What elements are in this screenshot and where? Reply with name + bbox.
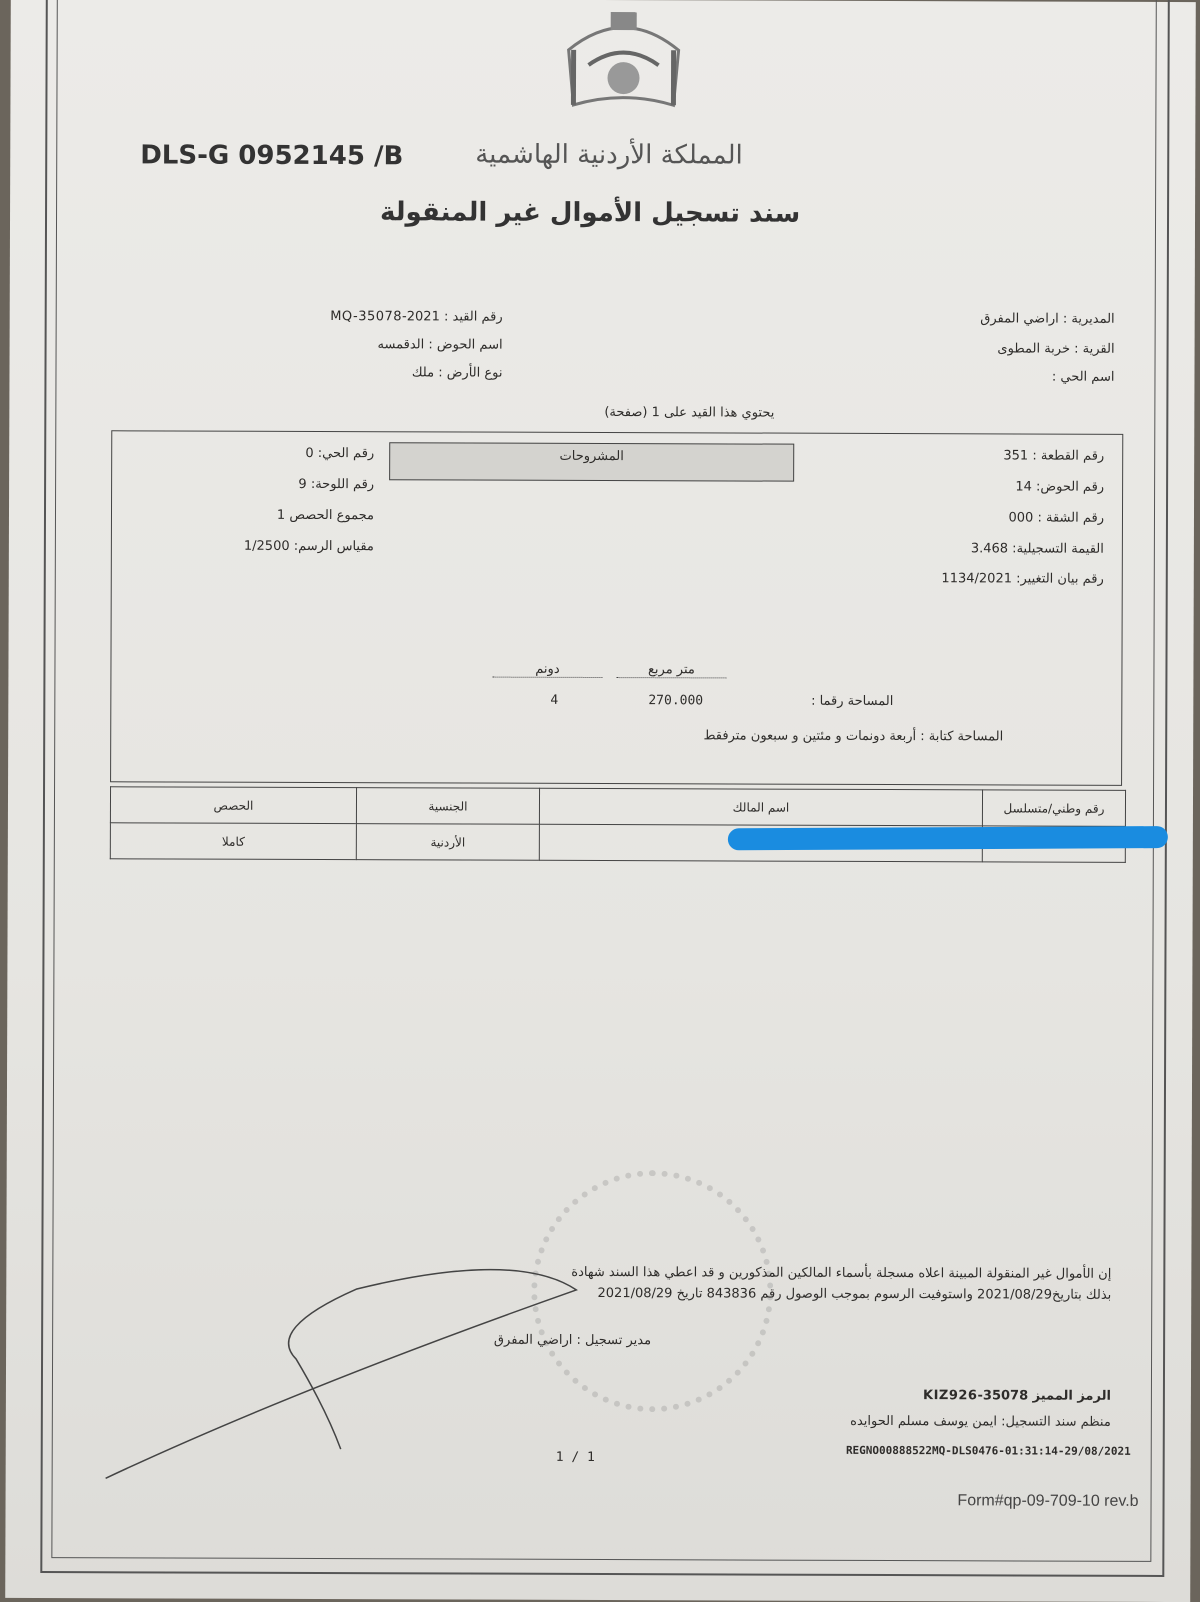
pages-note: يحتوي هذا القيد على 1 (صفحة)	[604, 405, 774, 421]
map-scale: مقياس الرسم: 1/2500	[244, 539, 374, 554]
basin-name: اسم الحوض : الدقمسه	[378, 337, 503, 352]
certification-statement-line2: بذلك بتاريخ2021/08/29 واستوفيت الرسوم بموجب الوصول رقم 843836 تاريخ 2021/08/29	[598, 1286, 1112, 1303]
owners-table	[110, 786, 1126, 863]
directorate: المديرية : اراضي المفرق	[980, 311, 1114, 326]
village: القرية : خربة المطوى	[997, 341, 1114, 356]
unit-dunum: دونم	[492, 662, 602, 678]
header-owner-name: اسم المالك	[539, 788, 982, 826]
certification-statement-line1: إن الأموال غير المنقولة المبينة اعلاه مسجلة بأسماء المالكين المذكورين و قد اعطي هذا السند شهادة	[571, 1265, 1111, 1282]
header-national-id: رقم وطني/متسلسل	[982, 790, 1125, 826]
registrar-title: مدير تسجيل : اراضي المفرق	[494, 1333, 651, 1349]
neighborhood-number: رقم الحي: 0	[305, 446, 374, 461]
page-number: 1 / 1	[556, 1450, 595, 1465]
owner-nationality: الأردنية	[356, 824, 539, 861]
unit-square-meter: متر مربع	[616, 662, 726, 678]
signature	[96, 1248, 597, 1490]
area-dunum-value: 4	[550, 693, 558, 708]
coat-of-arms-emblem	[558, 10, 688, 125]
header-nationality: الجنسية	[356, 788, 539, 825]
registered-value: القيمة التسجيلية: 3.468	[971, 541, 1104, 556]
apartment-number: رقم الشقة : 000	[1008, 510, 1104, 525]
basin-number: رقم الحوض: 14	[1015, 479, 1104, 494]
plot-number: رقم القطعة : 351	[1003, 448, 1104, 463]
sheet-number: رقم اللوحة: 9	[298, 477, 374, 492]
deed-organizer: منظم سند التسجيل: ايمن يوسف مسلم الحوايده	[850, 1414, 1111, 1430]
header-shares: الحصص	[110, 787, 356, 824]
redaction-mark	[728, 826, 1168, 850]
change-statement-number: رقم بيان التغيير: 1134/2021	[941, 571, 1103, 587]
deed-document	[5, 0, 1196, 1602]
neighborhood: اسم الحي :	[1052, 370, 1115, 385]
owner-shares: كاملا	[110, 823, 356, 860]
record-number: رقم القيد : 2021-MQ-35078	[330, 309, 503, 325]
land-type: نوع الأرض : ملك	[412, 365, 503, 380]
kingdom-name: المملكة الأردنية الهاشمية	[475, 140, 743, 171]
form-number: Form#qp-09-709-10 rev.b	[957, 1492, 1138, 1511]
document-title: سند تسجيل الأموال غير المنقولة	[380, 197, 800, 228]
table-header-row	[110, 787, 1125, 827]
unique-code: الرمز المميز 35078-KIZ926	[923, 1388, 1111, 1404]
registration-number: REGNO00888522MQ-DLS0476-01:31:14-29/08/2021	[846, 1444, 1131, 1458]
document-serial: DLS-G 0952145 /B	[140, 140, 403, 171]
remarks-field: المشروحات	[389, 442, 794, 481]
area-written: المساحة كتابة : أربعة دونمات و مئتين و سبعون مترفقط	[703, 728, 1003, 744]
total-shares: مجموع الحصص 1	[277, 508, 374, 523]
area-sqm-value: 270.000	[648, 693, 703, 708]
area-numeric-label: المساحة رقما :	[811, 694, 893, 709]
